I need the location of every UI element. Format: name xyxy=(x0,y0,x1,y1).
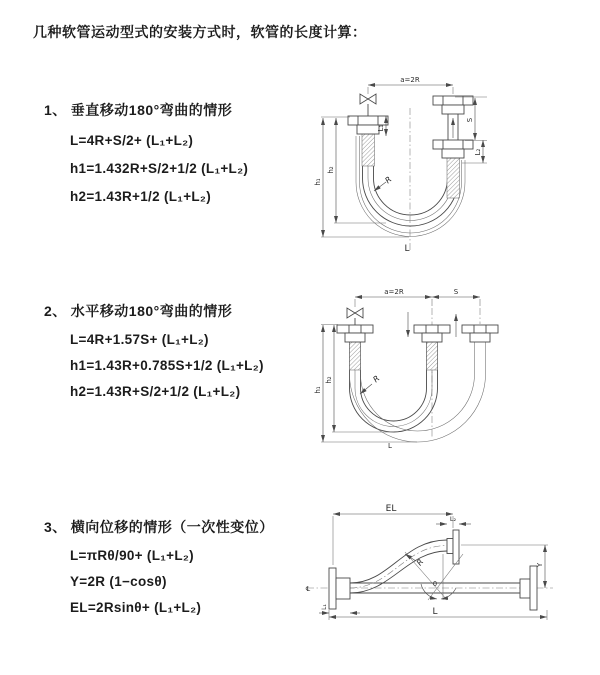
section-1-number: 1、 xyxy=(44,102,67,118)
d1-dim-h2-label: h₂ xyxy=(327,166,335,174)
diagram-lateral-displacement xyxy=(295,502,600,650)
section-2-formula-h2: h2=1.43R+S/2+1/2 (L₁+L₂) xyxy=(70,384,241,399)
d3-dimensions xyxy=(319,514,548,620)
d1-dim-s-label: S xyxy=(466,117,474,123)
section-3 xyxy=(44,517,274,615)
d3-centerline-symbol: ℄ xyxy=(305,585,311,593)
d1-dim-l1-label: L₁ xyxy=(377,124,385,132)
d3-dim-l1-label: L₁ xyxy=(321,604,328,610)
diagram-3-svg xyxy=(295,502,600,650)
page-title: 几种软管运动型式的安装方式时，软管的长度计算： xyxy=(33,24,367,40)
section-1 xyxy=(44,100,248,204)
d3-dim-y-label: Y xyxy=(536,562,544,568)
section-2-number: 2、 xyxy=(44,303,67,319)
d2-hose xyxy=(350,342,486,442)
d2-dim-h1-label: h₁ xyxy=(314,386,322,394)
section-1-formula-h2: h2=1.43R+1/2 (L₁+L₂) xyxy=(70,189,212,204)
section-3-formula-Y: Y=2R (1−cosθ) xyxy=(70,574,167,589)
section-3-heading: 3、 横向位移的情形（一次性变位） xyxy=(44,519,274,535)
d2-length-label: L xyxy=(388,442,392,450)
d2-dim-s-label: S xyxy=(453,288,459,296)
section-1-formula-h1: h1=1.432R+S/2+1/2 (L₁+L₂) xyxy=(70,161,249,176)
section-3-formula-EL: EL=2Rsinθ+ (L₁+L₂) xyxy=(70,600,202,615)
d3-length-label: L xyxy=(432,607,438,617)
d3-left-fitting xyxy=(329,568,350,609)
d1-dim-l2-label: L₂ xyxy=(474,148,482,156)
d2-radius-label: R xyxy=(371,373,382,385)
d3-radius-label: R xyxy=(414,557,426,568)
d1-dim-h1-label: h₁ xyxy=(314,178,322,186)
diagram-horizontal-bend xyxy=(310,282,600,467)
section-2-formula-h1: h1=1.43R+0.785S+1/2 (L₁+L₂) xyxy=(70,358,264,373)
d1-right-fitting-lower xyxy=(433,140,473,158)
d1-radius-label: R xyxy=(383,174,394,186)
section-3-formula-L: L=πRθ/90+ (L₁+L₂) xyxy=(70,548,194,563)
diagram-1-svg xyxy=(310,70,600,265)
d2-middle-fitting xyxy=(414,325,450,342)
d2-valve-icon xyxy=(347,299,363,325)
d3-curved-hose xyxy=(350,530,459,593)
d2-left-fitting xyxy=(337,325,373,342)
d2-braid-sleeves xyxy=(350,342,438,370)
section-3-number: 3、 xyxy=(44,519,67,535)
d3-theta-label: θ xyxy=(433,580,437,588)
diagram-2-svg xyxy=(310,282,600,467)
d1-dim-a2r-label: a=2R xyxy=(400,76,420,84)
section-1-formula-L: L=4R+S/2+ (L₁+L₂) xyxy=(70,133,194,148)
d3-dim-l2-label: L₂ xyxy=(449,515,457,523)
d1-length-label: L xyxy=(404,244,410,254)
section-2 xyxy=(44,301,264,399)
d1-valve-icon xyxy=(360,87,376,116)
d2-dim-a2r-label: a=2R xyxy=(384,288,404,296)
diagram-vertical-bend xyxy=(310,70,600,265)
section-1-heading: 1、 垂直移动180°弯曲的情形 xyxy=(44,102,233,118)
section-2-formula-L: L=4R+1.57S+ (L₁+L₂) xyxy=(70,332,209,347)
d2-dim-h2-label: h₂ xyxy=(325,376,333,384)
section-2-heading: 2、 水平移动180°弯曲的情形 xyxy=(44,303,233,319)
d3-labels xyxy=(306,504,544,617)
d2-right-fitting xyxy=(462,325,498,342)
d3-dim-el-label: EL xyxy=(385,504,397,514)
